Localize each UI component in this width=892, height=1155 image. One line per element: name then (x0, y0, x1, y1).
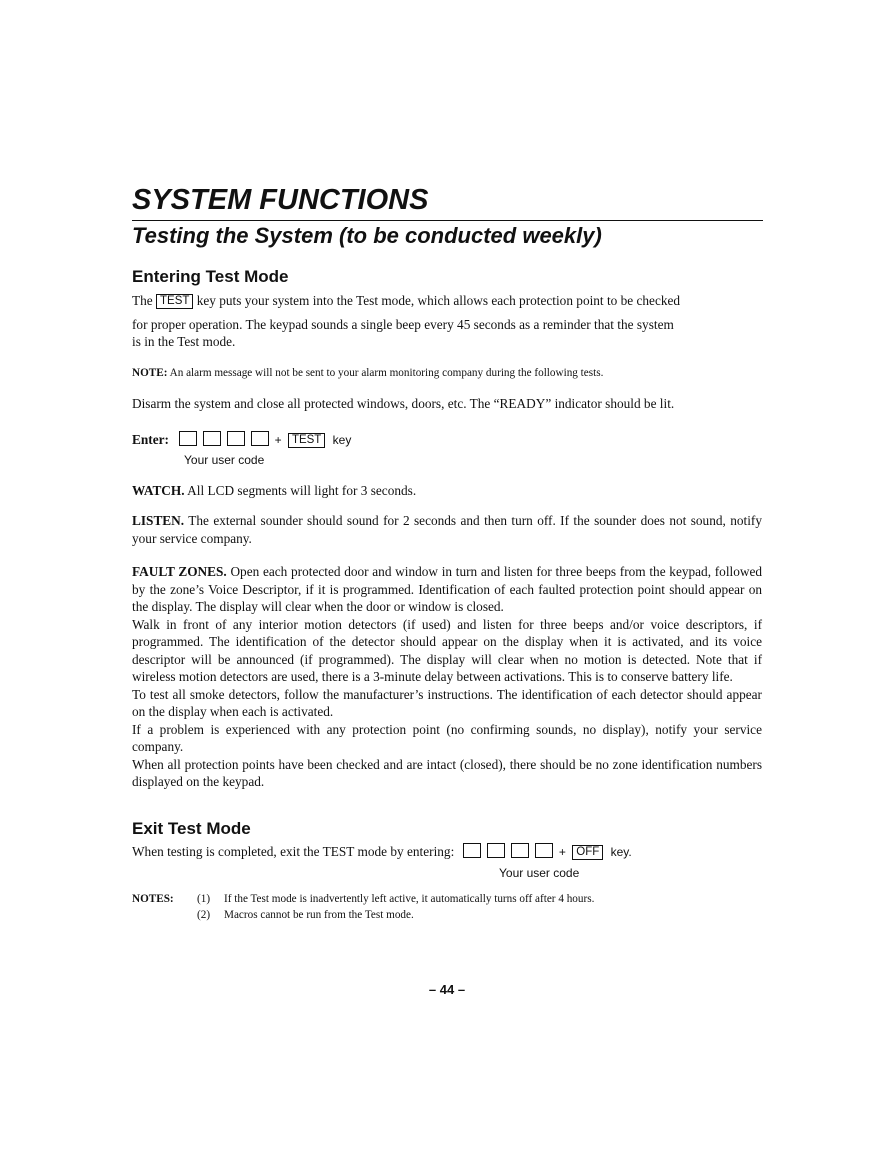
user-code-digit-box (179, 431, 197, 446)
problem-para: If a problem is experienced with any protection point (no confirming sounds, no display), notify your service company. (132, 721, 762, 754)
fault-zones-step (132, 563, 762, 791)
note-item-text: Macros cannot be run from the Test mode. (224, 908, 414, 921)
listen-step (132, 512, 762, 547)
note (132, 366, 762, 381)
watch-text: All LCD segments will light for 3 seconds. (187, 483, 417, 498)
disarm-instruction: Disarm the system and close all protected windows, doors, etc. The “READY” indicator should be lit. (132, 396, 675, 411)
plus-sign: + (274, 433, 282, 447)
enter-label: Enter: (132, 432, 169, 447)
exit-text: When testing is completed, exit the TEST mode by entering: (132, 844, 455, 859)
key-word: key. (610, 845, 632, 859)
motion-detector-para: Walk in front of any interior motion detectors (if used) and listen for three beeps and/or voice descriptors, if programmed. The identification of the detector should appear on the display when it is activated, and its voice descriptor will be announced (if programmed). The display will clear when no motion is detected. Note that if wireless motion detectors are used, there is a 3-minute delay between activations. This is to conserve battery life. (132, 616, 762, 684)
smoke-detector-para: To test all smoke detectors, follow the manufacturer’s instructions. The identification of each detector should appear on the display when each is activated. (132, 686, 762, 719)
user-code-digit-box (487, 843, 505, 858)
note-item-number: (1) (197, 893, 211, 905)
entering-intro (132, 292, 762, 351)
intro-line1-post: key puts your system into the Test mode, which allows each protection point to be checked (196, 293, 681, 308)
title-divider (132, 220, 763, 221)
user-code-digit-box (227, 431, 245, 446)
watch-step (132, 482, 762, 500)
test-key-icon: TEST (156, 294, 193, 309)
note-item-text: If the Test mode is inadvertently left active, it automatically turns off after 4 hours. (224, 893, 595, 905)
page-number: – 44 – (428, 982, 466, 997)
listen-text: The external sounder should sound for 2 seconds and then turn off. If the sounder does not sound, notify your service company. (132, 513, 762, 546)
user-code-digit-box (535, 843, 553, 858)
note-item (197, 908, 414, 924)
plus-sign: + (558, 845, 566, 859)
listen-label: LISTEN. (132, 513, 185, 528)
note-label: NOTE: (132, 367, 168, 379)
user-code-caption: Your user code (499, 866, 580, 880)
enter-sequence (132, 431, 762, 450)
fault-zones-label: FAULT ZONES. (132, 564, 227, 579)
watch-label: WATCH. (132, 483, 185, 498)
note-item (197, 892, 594, 908)
user-code-digit-box (511, 843, 529, 858)
off-key-icon: OFF (572, 845, 603, 860)
user-code-digit-box (203, 431, 221, 446)
entering-intro-line1 (132, 292, 762, 310)
exit-test-mode-heading: Exit Test Mode (132, 819, 251, 838)
user-code-digit-box (463, 843, 481, 858)
note-item-number: (2) (197, 908, 211, 921)
user-code-caption: Your user code (184, 453, 265, 467)
intact-para: When all protection points have been checked and are intact (closed), there should be no zone identification numbers displayed on the keypad. (132, 756, 762, 789)
test-key-icon: TEST (288, 433, 325, 448)
entering-intro-line2: for proper operation. The keypad sounds a single beep every 45 seconds as a reminder that the system (132, 316, 674, 332)
exit-sequence (132, 843, 762, 862)
section-title: SYSTEM FUNCTIONS (132, 184, 429, 216)
notes-label: NOTES: (132, 893, 174, 905)
entering-test-mode-heading: Entering Test Mode (132, 267, 289, 286)
intro-pre: The (132, 293, 153, 308)
user-code-digit-box (251, 431, 269, 446)
note-text: An alarm message will not be sent to your alarm monitoring company during the following tests. (169, 367, 604, 379)
fault-zones-text: Open each protected door and window in turn and listen for three beeps from the keypad, followed by the zone’s Voice Descriptor, if it is programmed. Identification of each faulted protection point should appear on the display. The display will clear when the door or window is closed. (132, 564, 763, 614)
page-subtitle: Testing the System (to be conducted weekly) (132, 223, 602, 248)
key-word: key (332, 433, 352, 447)
entering-intro-line3: is in the Test mode. (132, 334, 236, 349)
fault-zones-para (132, 563, 762, 616)
